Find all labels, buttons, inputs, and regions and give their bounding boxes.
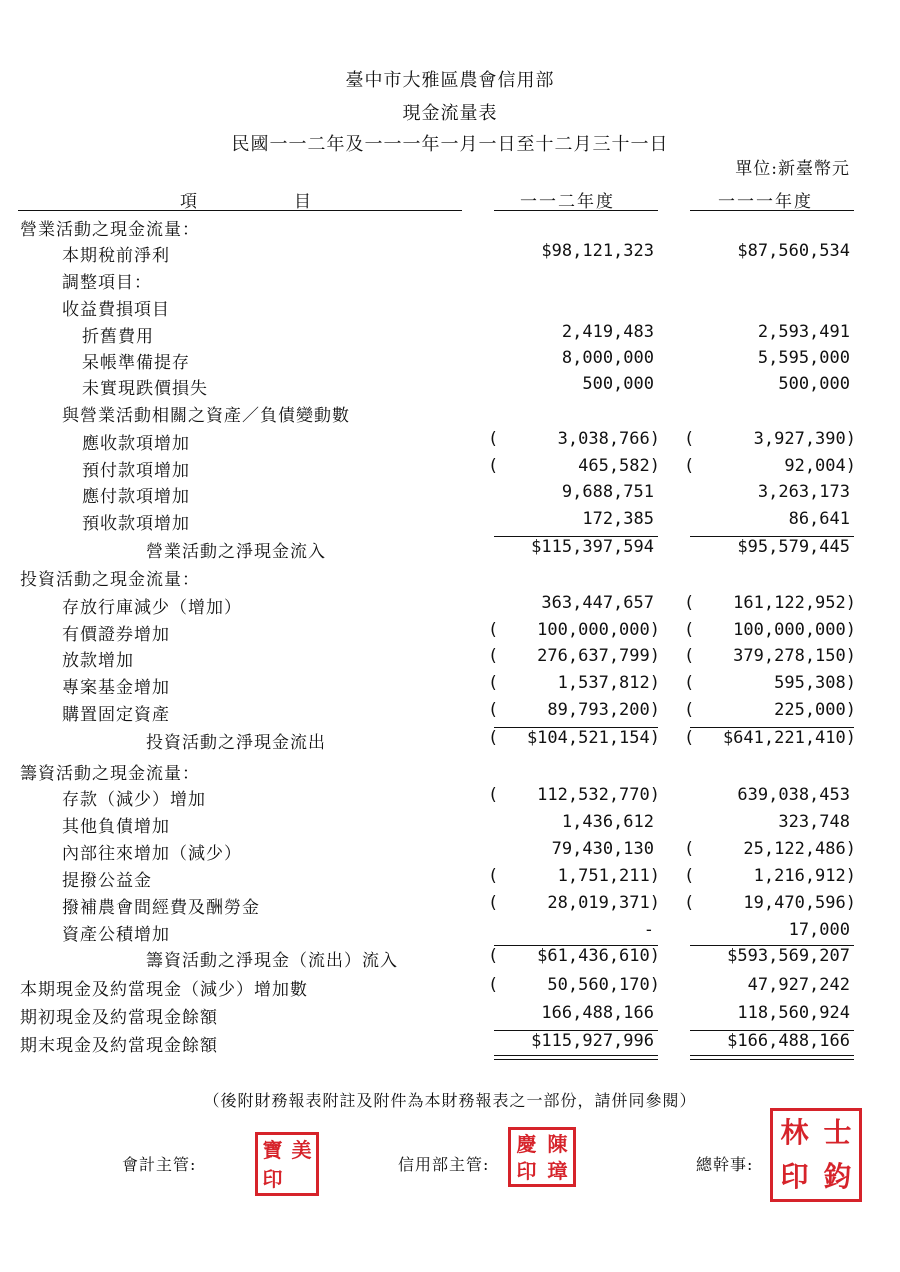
value-current: 465,582) bbox=[578, 456, 660, 476]
value-current: 172,385 bbox=[582, 509, 654, 529]
row-label: 籌資活動之淨現金（流出）流入 bbox=[146, 951, 398, 971]
value-prior: 639,038,453 bbox=[737, 785, 850, 805]
row-label: 折舊費用 bbox=[82, 327, 154, 347]
table-row bbox=[0, 700, 900, 726]
value-current: 50,560,170) bbox=[547, 975, 660, 995]
paren-current: ( bbox=[488, 728, 499, 748]
table-row bbox=[0, 620, 900, 646]
paren-current: ( bbox=[488, 700, 499, 720]
subtotal-rule-current bbox=[494, 727, 658, 728]
table-row bbox=[0, 565, 900, 591]
manager-seal: 慶 陳 印 璋 bbox=[508, 1127, 576, 1187]
value-prior: 19,470,596) bbox=[743, 893, 856, 913]
table-row bbox=[0, 456, 900, 482]
total-double-rule-current bbox=[494, 1055, 658, 1056]
value-current: $115,397,594 bbox=[531, 537, 654, 557]
table-row bbox=[0, 946, 900, 972]
table-row bbox=[0, 812, 900, 838]
table-row bbox=[0, 295, 900, 321]
value-current: 79,430,130 bbox=[551, 839, 654, 859]
manager-label: 信用部主管: bbox=[398, 1155, 490, 1174]
value-prior: 161,122,952) bbox=[733, 593, 856, 613]
gm-seal: 林 士 印 鈞 bbox=[770, 1108, 862, 1202]
paren-prior: ( bbox=[684, 429, 695, 449]
table-row bbox=[0, 920, 900, 946]
paren-prior: ( bbox=[684, 893, 695, 913]
accountant-label: 會計主管: bbox=[122, 1155, 197, 1174]
subtotal-rule-current bbox=[494, 945, 658, 946]
org-title: 臺中市大雅區農會信用部 bbox=[345, 70, 555, 91]
table-row bbox=[0, 839, 900, 865]
statement-title: 現金流量表 bbox=[402, 103, 498, 124]
header-underline-current bbox=[494, 210, 658, 211]
value-current: 112,532,770) bbox=[537, 785, 660, 805]
value-prior: 86,641 bbox=[788, 509, 850, 529]
paren-current: ( bbox=[488, 893, 499, 913]
row-label: 預付款項增加 bbox=[82, 461, 190, 481]
table-row bbox=[0, 646, 900, 672]
row-label: 有價證券增加 bbox=[62, 625, 170, 645]
paren-current: ( bbox=[488, 975, 499, 995]
row-label: 撥補農會間經費及酬勞金 bbox=[62, 898, 260, 918]
subtotal-rule-prior bbox=[690, 727, 854, 728]
table-row bbox=[0, 975, 900, 1001]
value-current: 1,751,211) bbox=[557, 866, 660, 886]
value-current: $61,436,610) bbox=[537, 946, 660, 966]
value-prior: 17,000 bbox=[788, 920, 850, 940]
subtotal-rule-prior bbox=[690, 536, 854, 537]
paren-current: ( bbox=[488, 866, 499, 886]
paren-prior: ( bbox=[684, 700, 695, 720]
row-label: 調整項目： bbox=[62, 273, 152, 293]
table-row bbox=[0, 215, 900, 241]
gm-label: 總幹事: bbox=[696, 1155, 754, 1174]
value-prior: 2,593,491 bbox=[757, 322, 850, 342]
value-prior: 1,216,912) bbox=[753, 866, 856, 886]
unit-label: 單位:新臺幣元 bbox=[735, 159, 850, 179]
header-underline-prior bbox=[690, 210, 854, 211]
row-label: 籌資活動之現金流量： bbox=[20, 764, 200, 784]
value-prior: 47,927,242 bbox=[747, 975, 850, 995]
value-current: 100,000,000) bbox=[537, 620, 660, 640]
accountant-seal: 寶 美 印 bbox=[255, 1132, 319, 1196]
value-current: 28,019,371) bbox=[547, 893, 660, 913]
paren-prior: ( bbox=[684, 866, 695, 886]
paren-prior: ( bbox=[684, 456, 695, 476]
row-label: 營業活動之現金流量： bbox=[20, 220, 200, 240]
table-row bbox=[0, 322, 900, 348]
value-prior: 3,927,390) bbox=[753, 429, 856, 449]
table-row bbox=[0, 759, 900, 785]
value-current: 9,688,751 bbox=[561, 482, 654, 502]
value-current: $104,521,154) bbox=[526, 728, 660, 748]
value-current: $115,927,996 bbox=[531, 1031, 654, 1051]
paren-prior: ( bbox=[684, 673, 695, 693]
row-label: 本期稅前淨利 bbox=[62, 246, 170, 266]
row-label: 其他負債增加 bbox=[62, 817, 170, 837]
value-prior: $593,569,207 bbox=[727, 946, 850, 966]
value-prior: $87,560,534 bbox=[737, 241, 850, 261]
value-current: 363,447,657 bbox=[541, 593, 654, 613]
value-current: 166,488,166 bbox=[541, 1003, 654, 1023]
paren-prior: ( bbox=[684, 593, 695, 613]
row-label: 期初現金及約當現金餘額 bbox=[20, 1008, 218, 1028]
row-label: 提撥公益金 bbox=[62, 871, 152, 891]
subtotal-rule-prior bbox=[690, 1030, 854, 1031]
total-double-rule-current bbox=[494, 1059, 658, 1060]
table-row bbox=[0, 593, 900, 619]
value-prior: 25,122,486) bbox=[743, 839, 856, 859]
row-label: 收益費損項目 bbox=[62, 300, 170, 320]
table-row bbox=[0, 1003, 900, 1029]
value-prior: $641,221,410) bbox=[722, 728, 856, 748]
value-current: 89,793,200) bbox=[547, 700, 660, 720]
table-row bbox=[0, 728, 900, 754]
paren-current: ( bbox=[488, 620, 499, 640]
table-row bbox=[0, 401, 900, 427]
row-label: 購置固定資產 bbox=[62, 705, 170, 725]
value-prior: 100,000,000) bbox=[733, 620, 856, 640]
table-row bbox=[0, 348, 900, 374]
row-label: 本期現金及約當現金（減少）增加數 bbox=[20, 980, 308, 1000]
row-label: 存款（減少）增加 bbox=[62, 790, 206, 810]
value-prior: 225,000) bbox=[774, 700, 856, 720]
value-current: 276,637,799) bbox=[537, 646, 660, 666]
row-label: 投資活動之現金流量： bbox=[20, 570, 200, 590]
subtotal-rule-current bbox=[494, 536, 658, 537]
table-row bbox=[0, 1031, 900, 1057]
row-label: 應付款項增加 bbox=[82, 487, 190, 507]
value-prior: 500,000 bbox=[778, 374, 850, 394]
col-current-header: 一一二年度 bbox=[520, 192, 615, 212]
row-label: 投資活動之淨現金流出 bbox=[146, 733, 326, 753]
value-current: $98,121,323 bbox=[541, 241, 654, 261]
value-prior: 379,278,150) bbox=[733, 646, 856, 666]
table-row bbox=[0, 785, 900, 811]
value-current: 8,000,000 bbox=[561, 348, 654, 368]
paren-current: ( bbox=[488, 946, 499, 966]
row-label: 存放行庫減少（增加） bbox=[62, 598, 242, 618]
total-double-rule-prior bbox=[690, 1059, 854, 1060]
header-underline-item bbox=[18, 210, 462, 211]
row-label: 營業活動之淨現金流入 bbox=[146, 542, 326, 562]
value-current: 3,038,766) bbox=[557, 429, 660, 449]
period-title: 民國一一二年及一一一年一月一日至十二月三十一日 bbox=[231, 134, 669, 155]
table-row bbox=[0, 893, 900, 919]
row-label: 資產公積增加 bbox=[62, 925, 170, 945]
table-row bbox=[0, 429, 900, 455]
value-prior: 92,004) bbox=[784, 456, 856, 476]
table-row bbox=[0, 673, 900, 699]
subtotal-rule-current bbox=[494, 1030, 658, 1031]
value-prior: 118,560,924 bbox=[737, 1003, 850, 1023]
row-label: 專案基金增加 bbox=[62, 678, 170, 698]
row-label: 與營業活動相關之資產／負債變動數 bbox=[62, 406, 350, 426]
value-prior: 595,308) bbox=[774, 673, 856, 693]
subtotal-rule-prior bbox=[690, 945, 854, 946]
paren-prior: ( bbox=[684, 620, 695, 640]
row-label: 呆帳準備提存 bbox=[82, 353, 190, 373]
value-prior: 5,595,000 bbox=[757, 348, 850, 368]
row-label: 應收款項增加 bbox=[82, 434, 190, 454]
row-label: 期末現金及約當現金餘額 bbox=[20, 1036, 218, 1056]
paren-prior: ( bbox=[684, 646, 695, 666]
row-label: 預收款項增加 bbox=[82, 514, 190, 534]
paren-current: ( bbox=[488, 646, 499, 666]
total-double-rule-prior bbox=[690, 1055, 854, 1056]
paren-current: ( bbox=[488, 785, 499, 805]
value-prior: $166,488,166 bbox=[727, 1031, 850, 1051]
value-current: 1,436,612 bbox=[561, 812, 654, 832]
table-row bbox=[0, 241, 900, 267]
value-current: - bbox=[643, 920, 654, 940]
footnote: （後附財務報表附註及附件為本財務報表之一部份，請併同參閱） bbox=[203, 1091, 697, 1110]
paren-current: ( bbox=[488, 673, 499, 693]
paren-current: ( bbox=[488, 429, 499, 449]
paren-prior: ( bbox=[684, 728, 695, 748]
value-current: 2,419,483 bbox=[561, 322, 654, 342]
table-row bbox=[0, 866, 900, 892]
col-prior-header: 一一一年度 bbox=[718, 192, 813, 212]
value-prior: 3,263,173 bbox=[757, 482, 850, 502]
table-row bbox=[0, 374, 900, 400]
value-current: 500,000 bbox=[582, 374, 654, 394]
value-current: 1,537,812) bbox=[557, 673, 660, 693]
paren-prior: ( bbox=[684, 839, 695, 859]
paren-current: ( bbox=[488, 456, 499, 476]
row-label: 內部往來增加（減少） bbox=[62, 844, 242, 864]
table-row bbox=[0, 482, 900, 508]
row-label: 放款增加 bbox=[62, 651, 134, 671]
row-label: 未實現跌價損失 bbox=[82, 379, 208, 399]
table-row bbox=[0, 537, 900, 563]
value-prior: 323,748 bbox=[778, 812, 850, 832]
col-item-header: 項 目 bbox=[180, 192, 313, 212]
value-prior: $95,579,445 bbox=[737, 537, 850, 557]
table-row bbox=[0, 268, 900, 294]
table-row bbox=[0, 509, 900, 535]
